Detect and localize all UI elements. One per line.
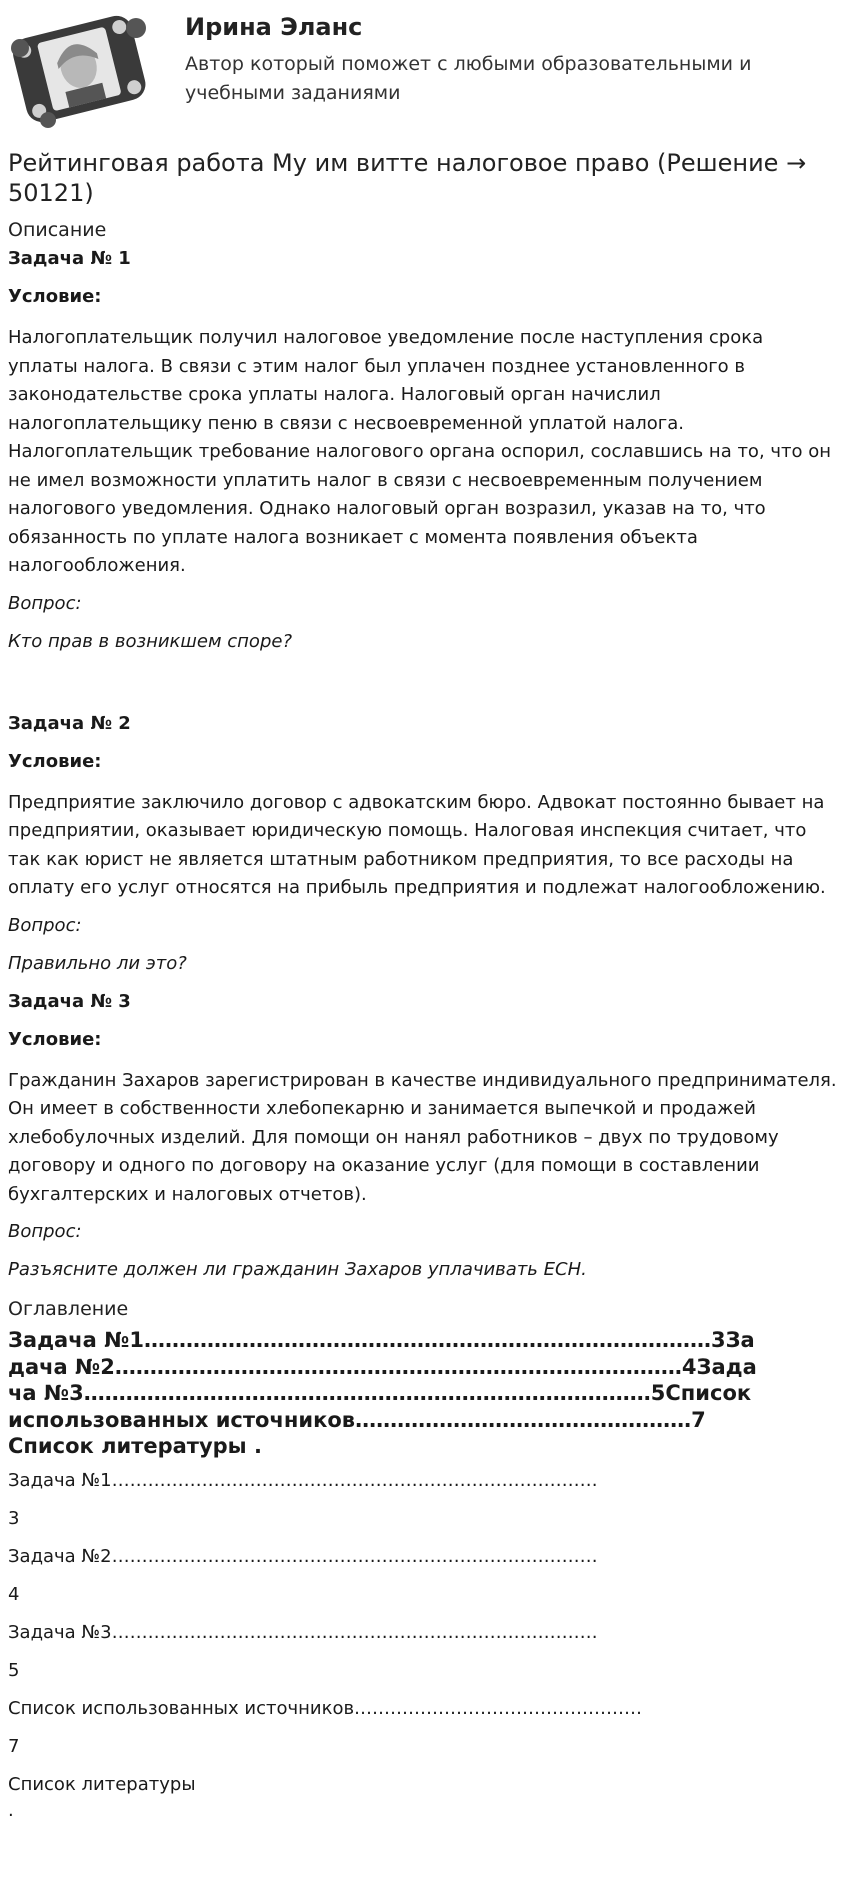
toc-page-1: 3 <box>8 1507 20 1529</box>
task2-question: Правильно ли это? <box>8 952 187 974</box>
task2-text: Предприятие заключило договор с адвокатским бюро. Адвокат постоянно бывает на предприятии, оказывает юридическую помощь. Налоговая инспекция считает, что так как юрист не является штатным работником предприятия, то все расходы на оплату его услуг относятся на прибыль предприятия и подлежат налогообложению. <box>8 791 826 898</box>
toc-bold-block <box>8 1327 768 1460</box>
task3-text: Гражданин Захаров зарегистрирован в качестве индивидуального предпринимателя. Он имеет в собственности хлебопекарню и занимается выпечкой и продажей хлебобулочных изделий. Для помощи он нанял работников – двух по трудовому договору и одного по договору на оказание услуг (для помощи в составлении бухгалтерских и налоговых отчетов). <box>8 1069 837 1205</box>
toc-trailing-dot: . <box>8 1799 14 1821</box>
task2-heading: Задача № 2 <box>8 712 131 734</box>
toc-bold-entries: Задача №1………………………………………………………………………3Задача №2………………………………………………………………………4Задача №3………………………………………………………………………5Список использованных источников…………………………………………7 <box>8 1328 757 1432</box>
author-block <box>0 0 847 140</box>
toc-entry-2: Задача №2……………………………………………………………………… <box>8 1545 598 1567</box>
toc-entry-3: Задача №3……………………………………………………………………… <box>8 1621 598 1643</box>
task1-heading: Задача № 1 <box>8 248 131 269</box>
toc-page-4: 7 <box>8 1735 20 1757</box>
toc-entry-4: Список использованных источников………………………………………… <box>8 1697 643 1719</box>
description-label: Описание <box>8 219 107 241</box>
author-name: Ирина Эланс <box>185 13 363 41</box>
task3-condition-label: Условие: <box>8 1028 102 1050</box>
task2-question-label: Вопрос: <box>8 914 82 936</box>
spacer <box>8 669 838 713</box>
author-avatar-film-frame <box>8 8 150 128</box>
task2-condition-label: Условие: <box>8 750 102 772</box>
toc-entry-literature: Список литературы <box>8 1773 196 1795</box>
task3-question-label: Вопрос: <box>8 1221 82 1242</box>
toc-label: Оглавление <box>8 1298 129 1320</box>
toc-bold-literature: Список литературы . <box>8 1434 262 1458</box>
toc-page-2: 4 <box>8 1583 20 1605</box>
task1-text: Налогоплательщик получил налоговое уведомление после наступления срока уплаты налога. В связи с этим налог был уплачен позднее установленного в законодательстве срока уплаты налога. Налоговый орган начислил налогоплательщику пеню в связи с несвоевременной уплатой налога. Налогоплательщик требование налогового органа оспорил, сославшись на то, что он не имел возможности уплатить налог в связи с несвоевременным получением налогового уведомления. Однако налоговый орган возразил, указав на то, что обязанность по уплате налога возникает с момента появления объекта налогообложения. <box>8 327 832 576</box>
task1-question-label: Вопрос: <box>8 592 82 614</box>
task3-heading: Задача № 3 <box>8 990 131 1012</box>
document-title: Рейтинговая работа Му им витте налоговое право (Решение → 50121) <box>8 149 807 207</box>
toc-page-3: 5 <box>8 1659 20 1681</box>
task1-condition-label: Условие: <box>8 286 102 307</box>
task1-question: Кто прав в возникшем споре? <box>8 630 292 652</box>
task3-question: Разъясните должен ли гражданин Захаров уплачивать ЕСН. <box>8 1259 587 1280</box>
toc-entry-1: Задача №1……………………………………………………………………… <box>8 1469 598 1491</box>
document-content <box>8 148 838 1838</box>
author-description: Автор который поможет с любыми образовательными и учебными заданиями <box>185 53 752 104</box>
